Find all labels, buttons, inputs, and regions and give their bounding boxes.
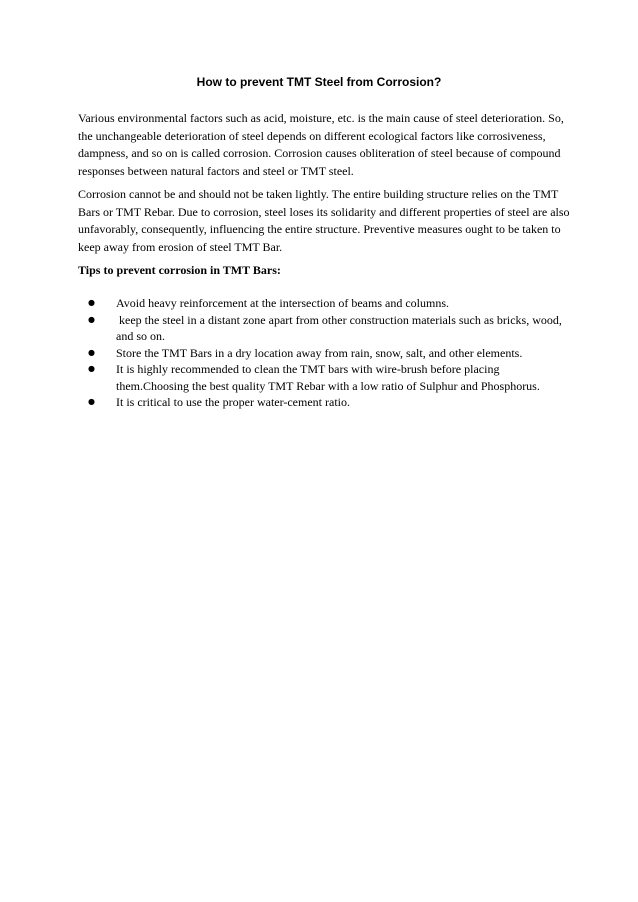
list-item bbox=[78, 312, 578, 345]
paragraph-line: responses between natural factors and steel or TMT steel. bbox=[78, 163, 354, 178]
bullet-icon: ● bbox=[88, 347, 95, 357]
paragraph-corrosion bbox=[78, 186, 568, 256]
list-item-text: and so on. bbox=[116, 329, 165, 343]
paragraph-line: the unchangeable deterioration of steel depends on different ecological factors like corrosiveness, bbox=[78, 128, 546, 143]
tips-heading: Tips to prevent corrosion in TMT Bars: bbox=[78, 263, 281, 277]
list-item-text: It is critical to use the proper water-cement ratio. bbox=[116, 395, 350, 409]
list-item bbox=[78, 394, 578, 411]
list-item-text: Store the TMT Bars in a dry location away from rain, snow, salt, and other elements. bbox=[116, 345, 523, 360]
document-title: How to prevent TMT Steel from Corrosion? bbox=[196, 75, 442, 89]
list-item bbox=[78, 345, 578, 362]
list-item-text: It is highly recommended to clean the TMT bars with wire-brush before placing bbox=[116, 362, 500, 376]
paragraph-line: unfavorably, consequently, influencing the entire structure. Preventive measures ought to be taken to bbox=[78, 222, 561, 236]
list-item-text: keep the steel in a distant zone apart from other construction materials such as bricks, wood, bbox=[116, 312, 562, 327]
paragraph-line: dampness, and so on is called corrosion. Corrosion causes obliteration of steel because of compound bbox=[78, 146, 561, 160]
paragraph-line: keep away from erosion of steel TMT Bar. bbox=[78, 239, 283, 254]
bullet-icon: ● bbox=[88, 298, 95, 307]
tips-list bbox=[78, 295, 578, 411]
bullet-icon: ● bbox=[88, 314, 95, 324]
bullet-icon: ● bbox=[88, 364, 95, 373]
paragraph-line: Corrosion cannot be and should not be taken lightly. The entire building structure relies on the TMT bbox=[78, 187, 559, 201]
bullet-icon: ● bbox=[88, 397, 95, 406]
list-item-text: them.Choosing the best quality TMT Rebar with a low ratio of Sulphur and Phosphorus. bbox=[116, 378, 540, 393]
list-item bbox=[78, 361, 578, 394]
paragraph-intro bbox=[78, 110, 568, 180]
list-item-text: Avoid heavy reinforcement at the intersection of beams and columns. bbox=[116, 296, 449, 310]
list-item bbox=[78, 295, 578, 312]
paragraph-line: Various environmental factors such as acid, moisture, etc. is the main cause of steel deterioration. So, bbox=[78, 111, 564, 125]
paragraph-line: Bars or TMT Rebar. Due to corrosion, steel loses its solidarity and different properties of steel are also bbox=[78, 204, 570, 219]
